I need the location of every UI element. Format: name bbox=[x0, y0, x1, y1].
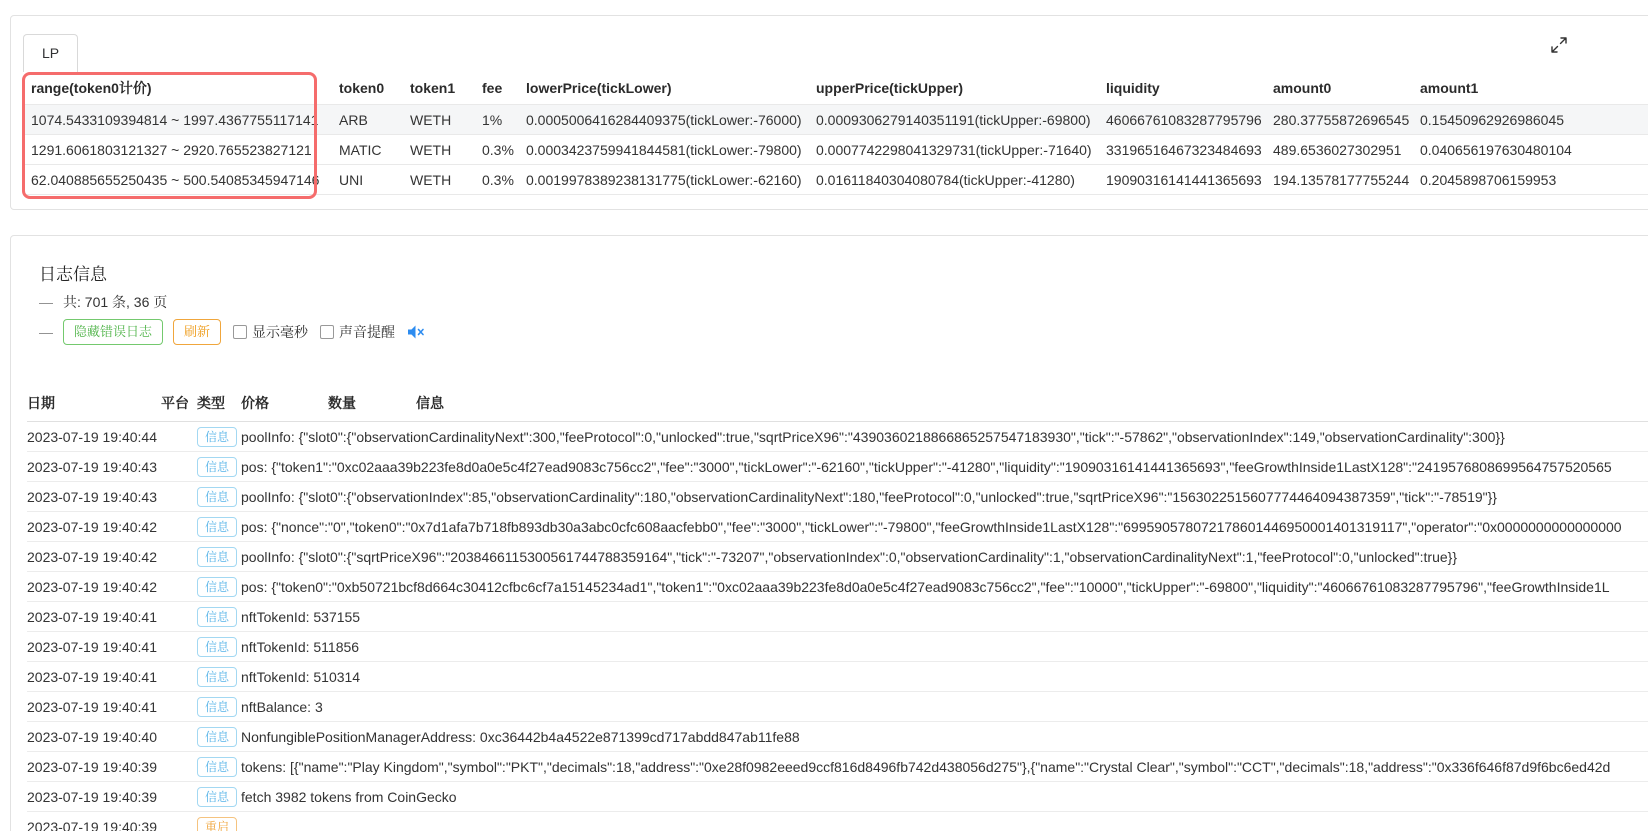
token1-cell: WETH bbox=[402, 165, 474, 195]
log-message: fetch 3982 tokens from CoinGecko bbox=[241, 782, 1648, 812]
log-row bbox=[27, 482, 1648, 512]
log-type-badge: 重启 bbox=[197, 817, 237, 831]
fee-cell: 0.3% bbox=[474, 165, 518, 195]
log-date: 2023-07-19 19:40:41 bbox=[27, 632, 161, 662]
liquidity-cell: 46066761083287795796 bbox=[1098, 105, 1265, 135]
log-date: 2023-07-19 19:40:42 bbox=[27, 512, 161, 542]
lower-price-cell: 0.0003423759941844581(tickLower:-79800) bbox=[518, 135, 808, 165]
log-message: poolInfo: {"slot0":{"sqrtPriceX96":"2038466115300561744788359164","tick":"-73207","observationIndex":0,"observationCardinality":1,"observationCardinalityNext":1,"feeProtocol":0,"unlocked":true}} bbox=[241, 542, 1648, 572]
log-type-badge: 信息 bbox=[197, 607, 237, 627]
col-range: range(token0计价) bbox=[23, 72, 331, 105]
log-date: 2023-07-19 19:40:41 bbox=[27, 692, 161, 722]
tab-lp[interactable]: LP bbox=[23, 34, 78, 72]
amount1-cell: 0.15450962926986045 bbox=[1412, 105, 1648, 135]
range-cell: 62.040885655250435 ~ 500.54085345947146 bbox=[23, 165, 331, 195]
log-date: 2023-07-19 19:40:43 bbox=[27, 482, 161, 512]
col-amount0: amount0 bbox=[1265, 72, 1412, 105]
log-date: 2023-07-19 19:40:39 bbox=[27, 782, 161, 812]
positions-table bbox=[23, 72, 1648, 195]
log-summary-line bbox=[39, 292, 1648, 312]
log-row bbox=[27, 812, 1648, 831]
positions-panel bbox=[10, 15, 1648, 210]
checkbox-icon[interactable] bbox=[233, 325, 247, 339]
log-row bbox=[27, 722, 1648, 752]
lower-price-cell: 0.0005006416284409375(tickLower:-76000) bbox=[518, 105, 808, 135]
log-date: 2023-07-19 19:40:42 bbox=[27, 572, 161, 602]
log-message: tokens: [{"name":"Play Kingdom","symbol":"PKT","decimals":18,"address":"0xe28f0982eeed9ccf816d8496fb742d438056d275"},{"name":"Crystal Clear","symbol":"CCT","decimals":18,"address":"0x336f646f87d9f6bc6ed42d bbox=[241, 752, 1648, 782]
log-message: NonfungiblePositionManagerAddress: 0xc36442b4a4522e871399cd717abdd847ab11fe88 bbox=[241, 722, 1648, 752]
refresh-button[interactable]: 刷新 bbox=[173, 319, 221, 345]
log-type-badge: 信息 bbox=[197, 637, 237, 657]
log-date: 2023-07-19 19:40:39 bbox=[27, 812, 161, 831]
log-date: 2023-07-19 19:40:40 bbox=[27, 722, 161, 752]
col-amount1: amount1 bbox=[1412, 72, 1648, 105]
log-row bbox=[27, 572, 1648, 602]
log-type-badge: 信息 bbox=[197, 547, 237, 567]
amount0-cell: 280.37755872696545 bbox=[1265, 105, 1412, 135]
log-message bbox=[241, 812, 1648, 831]
col-upper-price: upperPrice(tickUpper) bbox=[808, 72, 1098, 105]
amount0-cell: 489.6536027302951 bbox=[1265, 135, 1412, 165]
log-type-badge: 信息 bbox=[197, 427, 237, 447]
upper-price-cell: 0.0007742298041329731(tickUpper:-71640) bbox=[808, 135, 1098, 165]
col-token1: token1 bbox=[402, 72, 474, 105]
log-message: nftBalance: 3 bbox=[241, 692, 1648, 722]
col-date: 日期 bbox=[27, 385, 161, 422]
position-row bbox=[23, 105, 1648, 135]
log-type-badge: 信息 bbox=[197, 757, 237, 777]
speaker-muted-icon[interactable] bbox=[407, 325, 425, 339]
log-header-row bbox=[27, 385, 1648, 422]
range-cell: 1291.6061803121327 ~ 2920.765523827121 bbox=[23, 135, 331, 165]
log-date: 2023-07-19 19:40:44 bbox=[27, 422, 161, 452]
upper-price-cell: 0.0009306279140351191(tickUpper:-69800) bbox=[808, 105, 1098, 135]
log-type-badge: 信息 bbox=[197, 457, 237, 477]
log-row bbox=[27, 752, 1648, 782]
log-type-badge: 信息 bbox=[197, 667, 237, 687]
log-controls-line bbox=[39, 319, 1648, 345]
log-message: pos: {"nonce":"0","token0":"0x7d1afa7b718fb893db30a3abc0cfc608aacfebb0","fee":"3000","tickLower":"-79800","feeGrowthInside1LastX128":"699590578072178601446950001401319117","operator":"0x0000000000000000 bbox=[241, 512, 1648, 542]
log-row bbox=[27, 632, 1648, 662]
col-type: 类型 bbox=[197, 385, 241, 422]
liquidity-cell: 19090316141441365693 bbox=[1098, 165, 1265, 195]
log-type-badge: 信息 bbox=[197, 697, 237, 717]
token0-cell: UNI bbox=[331, 165, 402, 195]
log-type-badge: 信息 bbox=[197, 517, 237, 537]
log-date: 2023-07-19 19:40:41 bbox=[27, 662, 161, 692]
col-quantity: 数量 bbox=[328, 385, 416, 422]
log-row bbox=[27, 452, 1648, 482]
amount1-cell: 0.040656197630480104 bbox=[1412, 135, 1648, 165]
position-row bbox=[23, 165, 1648, 195]
sound-alert-label: 声音提醒 bbox=[339, 324, 396, 340]
dash: — bbox=[39, 324, 53, 340]
log-table bbox=[27, 385, 1648, 831]
log-row bbox=[27, 542, 1648, 572]
log-row bbox=[27, 692, 1648, 722]
liquidity-cell: 33196516467323484693 bbox=[1098, 135, 1265, 165]
log-message: pos: {"token0":"0xb50721bcf8d664c30412cfbc6cf7a15145234ad1","token1":"0xc02aaa39b223fe8d0a0e5c4f27ead9083c756cc2","fee":"10000","tickUpper":"-69800","liquidity":"46066761083287795796","feeGrowthInside1L bbox=[241, 572, 1648, 602]
log-title: 日志信息 bbox=[39, 265, 107, 284]
log-type-badge: 信息 bbox=[197, 487, 237, 507]
col-token0: token0 bbox=[331, 72, 402, 105]
log-row bbox=[27, 512, 1648, 542]
log-message: poolInfo: {"slot0":{"observationIndex":85,"observationCardinality":180,"observationCardinalityNext":180,"feeProtocol":0,"unlocked":true,"sqrtPriceX96":"1563022515607774464094387359","tick":"-78519"}} bbox=[241, 482, 1648, 512]
log-date: 2023-07-19 19:40:43 bbox=[27, 452, 161, 482]
log-message: poolInfo: {"slot0":{"observationCardinalityNext":300,"feeProtocol":0,"unlocked":true,"sqrtPriceX96":"4390360218866865257547183930","tick":"-57862","observationIndex":149,"observationCardinality":300}} bbox=[241, 422, 1648, 452]
log-row bbox=[27, 782, 1648, 812]
token1-cell: WETH bbox=[402, 105, 474, 135]
log-type-badge: 信息 bbox=[197, 787, 237, 807]
col-info: 信息 bbox=[416, 385, 1648, 422]
col-lower-price: lowerPrice(tickLower) bbox=[518, 72, 808, 105]
log-message: nftTokenId: 511856 bbox=[241, 632, 1648, 662]
col-price: 价格 bbox=[241, 385, 328, 422]
log-row bbox=[27, 422, 1648, 452]
log-row bbox=[27, 602, 1648, 632]
token0-cell: MATIC bbox=[331, 135, 402, 165]
log-date: 2023-07-19 19:40:42 bbox=[27, 542, 161, 572]
position-row bbox=[23, 135, 1648, 165]
log-date: 2023-07-19 19:40:41 bbox=[27, 602, 161, 632]
checkbox-icon[interactable] bbox=[320, 325, 334, 339]
token0-cell: ARB bbox=[331, 105, 402, 135]
range-cell: 1074.5433109394814 ~ 1997.4367755117141 bbox=[23, 105, 331, 135]
amount0-cell: 194.13578177755244 bbox=[1265, 165, 1412, 195]
lower-price-cell: 0.0019978389238131775(tickLower:-62160) bbox=[518, 165, 808, 195]
log-type-badge: 信息 bbox=[197, 577, 237, 597]
log-message: nftTokenId: 510314 bbox=[241, 662, 1648, 692]
upper-price-cell: 0.01611840304080784(tickUpper:-41280) bbox=[808, 165, 1098, 195]
show-milliseconds-label: 显示毫秒 bbox=[252, 324, 309, 340]
log-message: nftTokenId: 537155 bbox=[241, 602, 1648, 632]
log-row bbox=[27, 662, 1648, 692]
dash: — bbox=[39, 294, 53, 310]
log-count: 共: 701 条, 36 页 bbox=[63, 294, 168, 310]
fee-cell: 1% bbox=[474, 105, 518, 135]
log-message: pos: {"token1":"0xc02aaa39b223fe8d0a0e5c4f27ead9083c756cc2","fee":"3000","tickLower":"-62160","tickUpper":"-41280","liquidity":"19090316141441365693","feeGrowthInside1LastX128":"2419576808699564757520565 bbox=[241, 452, 1648, 482]
log-date: 2023-07-19 19:40:39 bbox=[27, 752, 161, 782]
expand-arrows-icon[interactable] bbox=[1549, 35, 1569, 55]
token1-cell: WETH bbox=[402, 135, 474, 165]
hide-error-logs-button[interactable]: 隐藏错误日志 bbox=[63, 319, 163, 345]
col-fee: fee bbox=[474, 72, 518, 105]
log-panel bbox=[10, 235, 1648, 831]
sound-alert-checkbox[interactable] bbox=[320, 322, 395, 342]
fee-cell: 0.3% bbox=[474, 135, 518, 165]
col-platform: 平台 bbox=[161, 385, 197, 422]
amount1-cell: 0.2045898706159953 bbox=[1412, 165, 1648, 195]
log-type-badge: 信息 bbox=[197, 727, 237, 747]
show-milliseconds-checkbox[interactable] bbox=[233, 322, 308, 342]
col-liquidity: liquidity bbox=[1098, 72, 1265, 105]
positions-header-row bbox=[23, 72, 1648, 105]
